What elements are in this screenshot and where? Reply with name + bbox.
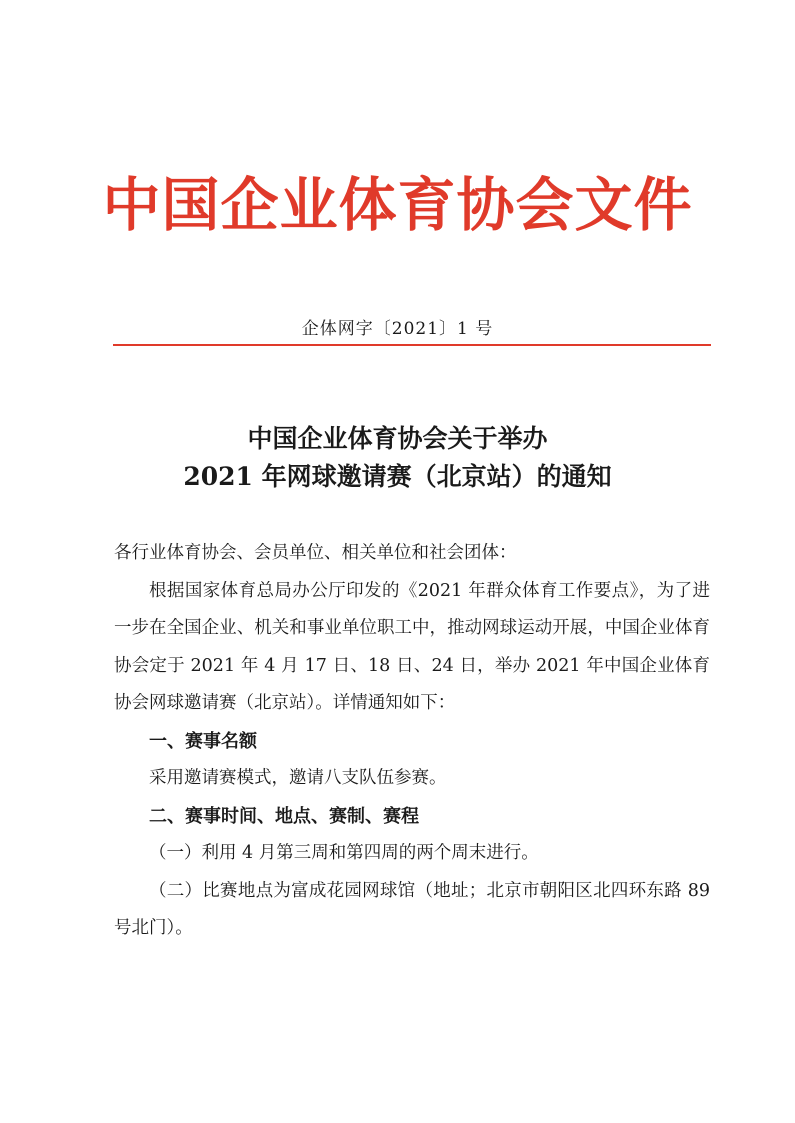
- notice-title-line-1: 中国企业体育协会关于举办: [247, 424, 548, 453]
- section-2-item-1: （一）利用 4 月第三周和第四周的两个周末进行。: [149, 843, 539, 863]
- section-2-item-2: （二）比赛地点为富成花园网球馆（地址；北京市朝阳区北四环东路 89 号北门）。: [114, 880, 710, 938]
- salutation: 各行业体育协会、会员单位、相关单位和社会团体：: [114, 543, 517, 563]
- notice-title: [0, 420, 795, 496]
- org-masthead-title: 中国企业体育协会文件: [102, 171, 693, 239]
- document-number: 企体网字〔2021〕1 号: [301, 319, 494, 339]
- section-1-heading: 一、赛事名额: [149, 730, 257, 752]
- section-1-text: 采用邀请赛模式，邀请八支队伍参赛。: [149, 768, 447, 788]
- notice-title-line-2: 2021 年网球邀请赛（北京站）的通知: [183, 462, 612, 491]
- section-2-heading: 二、赛事时间、地点、赛制、赛程: [149, 805, 419, 827]
- notice-body: [114, 535, 710, 948]
- red-divider-line: [113, 344, 711, 346]
- intro-paragraph: 根据国家体育总局办公厅印发的《2021 年群众体育工作要点》，为了进一步在全国企业、机关和事业单位职工中，推动网球运动开展，中国企业体育协会定于 2021 年 4 月 17 日、18 日、24 日，举办 2021 年中国企业体育协会网球邀请赛（北京站）。详情通知如下：: [114, 580, 710, 713]
